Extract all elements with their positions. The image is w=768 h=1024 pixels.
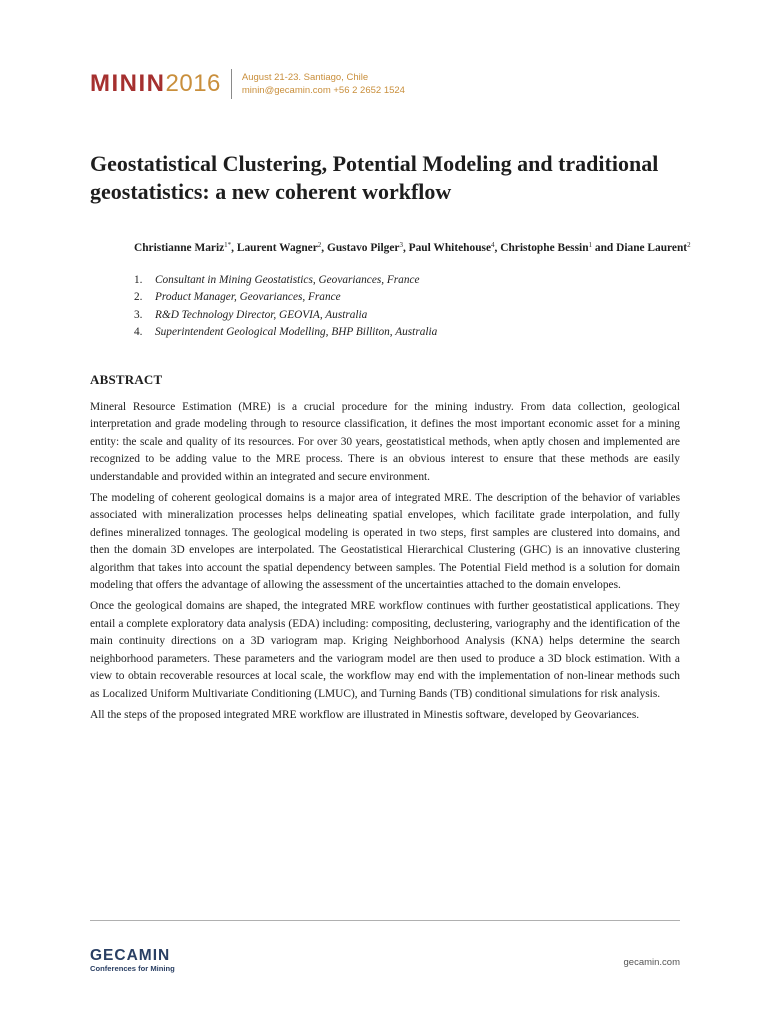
author-affiliation-marker: 1 [588, 241, 593, 249]
author-name: Laurent Wagner [236, 242, 318, 254]
author-affiliation-marker: 2 [687, 241, 691, 249]
affiliation-text: R&D Technology Director, GEOVIA, Australia [155, 308, 368, 321]
event-info [242, 71, 405, 97]
affiliation-text: Consultant in Mining Geostatistics, Geovariances, France [155, 274, 420, 286]
affiliation-text: Superintendent Geological Modelling, BHP Billiton, Australia [155, 326, 438, 339]
author-affiliation-marker: 3 [399, 241, 403, 249]
author-separator: , [231, 242, 237, 254]
author-name: Christophe Bessin [500, 242, 589, 254]
affiliation-item [134, 272, 694, 289]
author-affiliation-marker: 1* [224, 241, 232, 249]
affiliation-item [134, 324, 694, 341]
author-name: Paul Whitehouse [408, 242, 492, 254]
author-name: Gustavo Pilger [326, 242, 400, 254]
header-divider [231, 69, 232, 99]
abstract-paragraph: Once the geological domains are shaped, the integrated MRE workflow continues with further geostatistical applications. They entail a complete exploratory data analysis (EDA) including: compositing, declustering, variography and the identification of the main continuity directions on a 3D variogram map. Kriging Neighborhood Analysis (KNA) helps determine the search neighborhood parameters. These parameters and the variogram model are then used to produce a 3D block estimation. With a view to obtain recoverable resources at local scale, the workflow may end with the implementation of non-linear methods such as Localized Uniform Multivariate Conditioning (LMUC), and Turning Bands (TB) conditional simulations for risk analysis. [90, 600, 680, 700]
author-separator: , [321, 242, 327, 254]
footer-divider [90, 920, 680, 921]
author-affiliation-marker: 2 [317, 241, 322, 249]
gecamin-logo-tagline: Conferences for Mining [90, 964, 175, 973]
affiliation-number: 3. [134, 308, 143, 321]
affiliation-number: 2. [134, 291, 143, 304]
minin-logo [90, 72, 221, 96]
author-affiliation-marker: 4 [491, 241, 495, 249]
abstract-paragraph: The modeling of coherent geological domains is a major area of integrated MRE. The description of the behavior of variables associated with mineralization processes helps delineating spatial envelopes, which facilitate grade interpolation, and fully defines mineralized tonnages. The geological modeling is operated in two steps, first samples are clustered into domains, and then the domain 3D envelopes are interpolated. The Geostatistical Hierarchical Clustering (GHC) is an innovative clustering algorithm that takes into account the spatial dependency between samples. The Potential Field method is a solution for domain modeling that offers the advantage of allowing the assessment of the uncertainties attached to the domain envelopes. [90, 492, 680, 592]
author-and: and [594, 242, 617, 254]
affiliation-text: Product Manager, Geovariances, France [155, 291, 341, 304]
affiliation-number: 4. [134, 326, 143, 339]
author-name: Diane Laurent [616, 242, 688, 254]
author-separator: , [494, 242, 501, 254]
author-separator: , [402, 242, 409, 254]
event-contact: minin@gecamin.com +56 2 2652 1524 [241, 85, 405, 96]
gecamin-logo [90, 948, 175, 974]
affiliation-number: 1. [134, 274, 143, 286]
abstract-paragraph: Mineral Resource Estimation (MRE) is a crucial procedure for the mining industry. From data collection, geological interpretation and grade modeling through to resource classification, it defines the most important economic asset for a mining entity: the scale and quality of its resources. For over 30 years, geostatistical methods, when aptly chosen and implemented are recognized to be adding value to the MRE process. There is an obvious interest to ensure that these methods are easily understandable and provided within an integrated and secure environment. [90, 401, 680, 483]
affiliation-item [134, 307, 694, 324]
paper-title: Geostatistical Clustering, Potential Modeling and traditional geostatistics: a new coherent workflow [90, 151, 659, 204]
abstract-paragraph: All the steps of the proposed integrated MRE workflow are illustrated in Minestis software, developed by Geovariances. [90, 708, 640, 721]
affiliation-list [134, 272, 694, 342]
conference-header [90, 68, 405, 100]
event-date-location: August 21-23. Santiago, Chile [241, 72, 369, 83]
gecamin-logo-name: GECAMIN [90, 947, 171, 964]
author-name: Christianne Mariz [134, 242, 225, 254]
author-list [134, 237, 694, 257]
abstract-heading: ABSTRACT [90, 372, 163, 387]
minin-logo-year: 2016 [165, 70, 221, 97]
minin-logo-name: MININ [90, 70, 166, 97]
abstract-body [90, 399, 680, 728]
footer-url[interactable]: gecamin.com [623, 957, 680, 968]
affiliation-item [134, 289, 694, 306]
